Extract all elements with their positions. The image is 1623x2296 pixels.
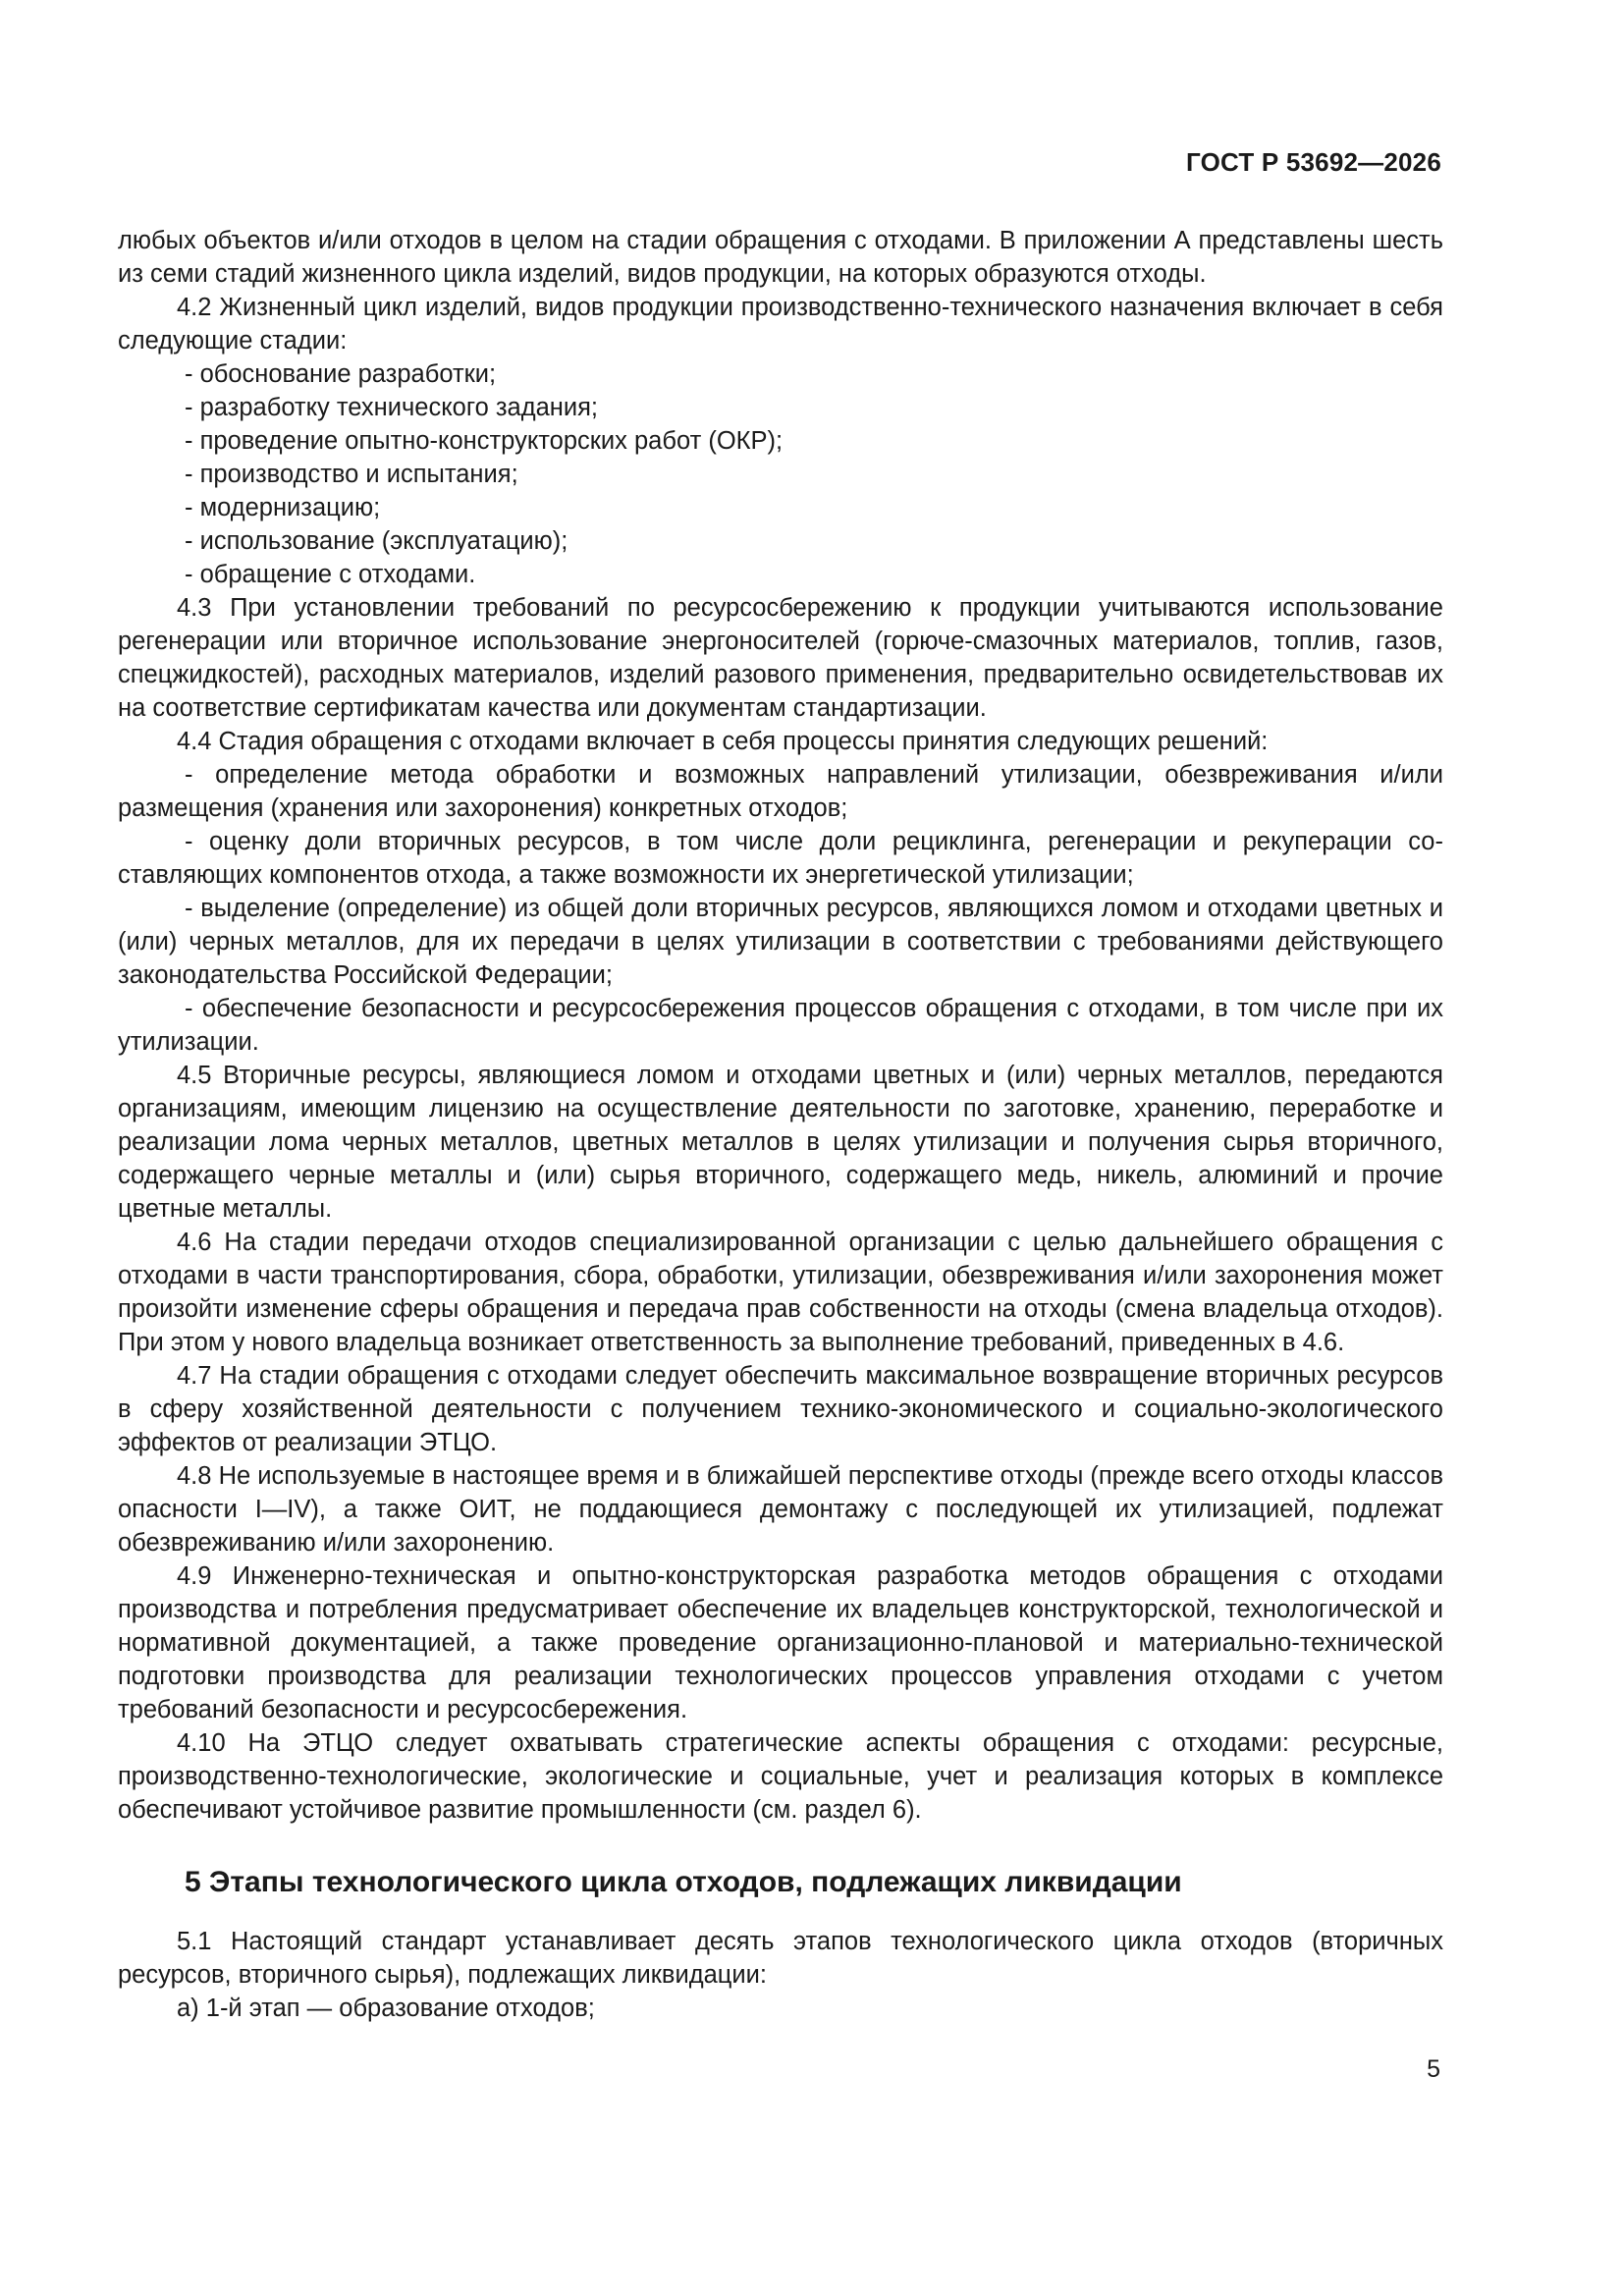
list-item-4-4: - определение метода обработки и возможных направлений утилизации, обезвреживания и/или размещения (хранения или захоронения) конкретных отходов; — [118, 761, 1443, 822]
list-item-4-4: - выделение (определение) из общей доли вторичных ресурсов, являющихся ломом и отходами цветных и (или) черных металлов, для их передачи в целях утилизации в соответствии с требованиями действующего законодательства Российской Федерации; — [118, 895, 1443, 989]
section-5-heading: 5 Этапы технологического цикла отходов, подлежащих ликвидации — [185, 1866, 1182, 1898]
paragraph-4-2: 4.2 Жизненный цикл изделий, видов продукции производственно-технического назначения включает в себя следующие стадии: — [118, 294, 1443, 355]
list-item-4-4: - обеспечение безопасности и ресурсосбережения процессов обращения с отходами, в том числе при их утилизации. — [118, 995, 1443, 1056]
paragraph-4-5: 4.5 Вторичные ресурсы, являющиеся ломом и отходами цветных и (или) черных металлов, передаются организациям, имеющим лицензию на осуществление деятельности по заготовке, хранению, переработке и реализации лома черных металлов, цветных металлов в целях утилизации и получения сырья вторичного, содержащего черные металлы и (или) сырья вторичного, содержащего медь, никель, алюминий и прочие цветные металлы. — [118, 1062, 1443, 1223]
list-item-4-2: - разработку технического задания; — [185, 394, 598, 421]
paragraph-4-4: 4.4 Стадия обращения с отходами включает в себя процессы принятия следующих решений: — [177, 728, 1269, 755]
page-number: 5 — [1427, 2055, 1440, 2083]
list-item-5-1-a: а) 1-й этап — образование отходов; — [177, 1995, 595, 2022]
paragraph-4-3: 4.3 При установлении требований по ресурсосбережению к продукции учитываются использование регенерации или вторичное использование энергоносителей (горюче-смазочных материалов, топлив, газов, спецжидкостей), расходных материалов, изделий разового применения, предварительно освидетельствовав их на соответствие сертификатам качества или документам стандартизации. — [118, 594, 1443, 722]
page-content — [118, 224, 1443, 2025]
paragraph-4-9: 4.9 Инженерно-техническая и опытно-конструкторская разработка методов обращения с отходами производства и потребления предусматривает обеспечение их владельцев конструкторской, технологической и нормативной документацией, а также проведение организационно-плановой и материально-технической подготовки производства для реализации технологических процессов управления отходами с учетом требований безопасности и ресурсосбережения. — [118, 1562, 1443, 1723]
list-item-4-2: - производство и испытания; — [185, 461, 518, 488]
list-item-4-2: - модернизацию; — [185, 494, 381, 521]
list-item-4-2: - использование (эксплуатацию); — [185, 527, 568, 555]
paragraph-4-8: 4.8 Не используемые в настоящее время и в ближайшей перспективе отходы (прежде всего отходы классов опасности I—IV), а также ОИТ, не поддающиеся демонтажу с последующей их утилизацией, подлежат обезвреживанию и/или захоронению. — [118, 1462, 1443, 1557]
paragraph-4-6: 4.6 На стадии передачи отходов специализированной организации с целью дальнейшего обращения с отходами в части транспортирования, сбора, обработки, утилизации, обезвреживания и/или захоронения может произойти изменение сферы обращения и передача прав собственности на отходы (смена владельца отходов). При этом у нового владельца возникает ответственность за выполнение требований, приведенных в 4.6. — [118, 1229, 1443, 1356]
paragraph-4-10: 4.10 На ЭТЦО следует охватывать стратегические аспекты обращения с отходами: ресурсные, производственно-технологические, экологические и социальные, учет и реализация которых в комплексе обеспечивают устойчивое развитие промышленности (см. раздел 6). — [118, 1729, 1443, 1824]
list-item-4-2: - обоснование разработки; — [185, 360, 497, 388]
list-item-4-2: - обращение с отходами. — [185, 561, 476, 588]
list-item-4-4: - оценку доли вторичных ресурсов, в том числе доли рециклинга, регенерации и рекуперации составляющих компонентов отхода, а также возможности их энергетической утилизации; — [118, 828, 1443, 889]
paragraph-5-1: 5.1 Настоящий стандарт устанавливает десять этапов технологического цикла отходов (вторичных ресурсов, вторичного сырья), подлежащих ликвидации: — [118, 1928, 1443, 1989]
paragraph-4-7: 4.7 На стадии обращения с отходами следует обеспечить максимальное возвращение вторичных ресурсов в сферу хозяйственной деятельности с получением технико-экономического и социально-экологического эффектов от реализации ЭТЦО. — [118, 1362, 1443, 1456]
paragraph-intro: любых объектов и/или отходов в целом на стадии обращения с отходами. В приложении А представлены шесть из семи стадий жизненного цикла изделий, видов продукции, на которых образуются отходы. — [118, 227, 1443, 288]
list-item-4-2: - проведение опытно-конструкторских работ (ОКР); — [185, 427, 784, 455]
document-code-header: ГОСТ Р 53692—2026 — [1186, 147, 1441, 177]
